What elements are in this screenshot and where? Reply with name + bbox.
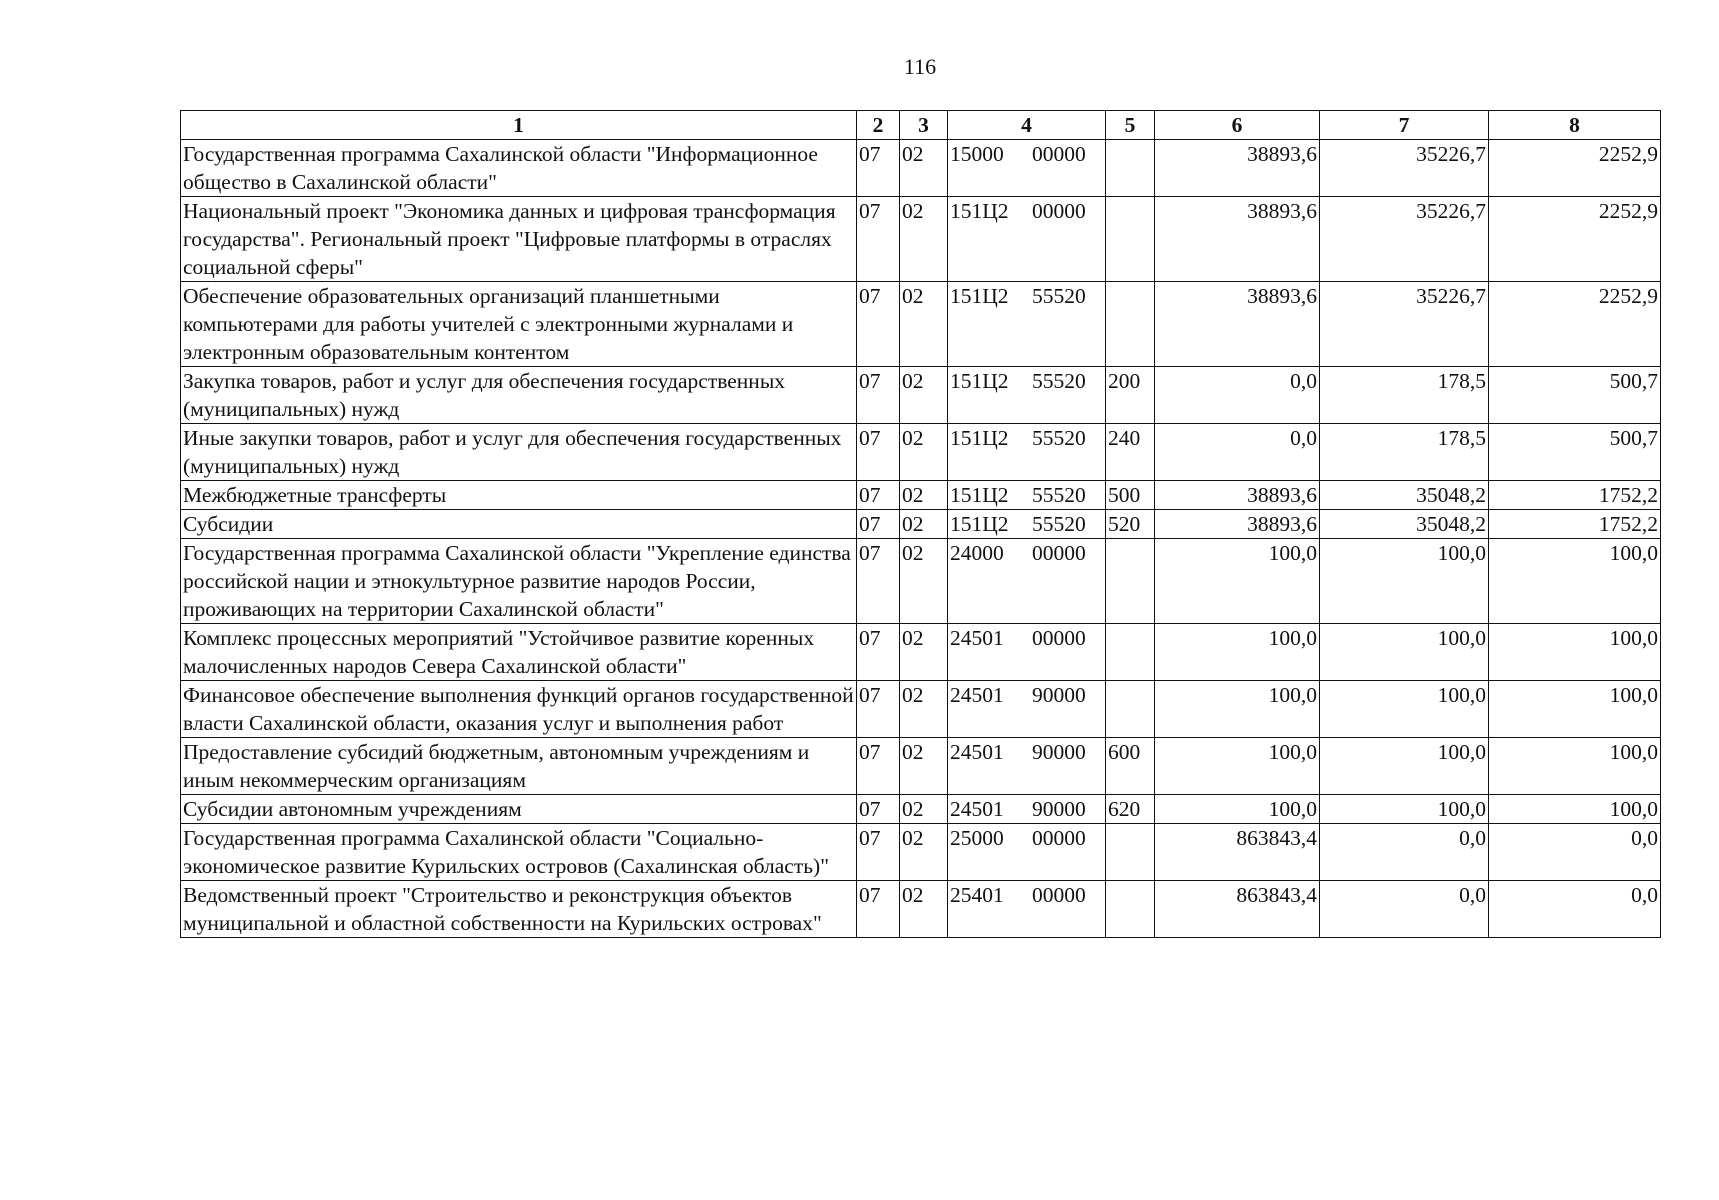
row-amount-col7: 100,0 bbox=[1320, 624, 1489, 681]
target-article-direction: 55520 bbox=[1032, 426, 1086, 450]
row-subsection-code: 02 bbox=[900, 481, 948, 510]
row-section-code: 07 bbox=[857, 140, 900, 197]
row-name: Комплекс процессных мероприятий "Устойчивое развитие коренных малочисленных народов Севера Сахалинской области" bbox=[181, 624, 857, 681]
row-expense-type bbox=[1106, 140, 1155, 197]
row-name: Субсидии автономным учреждениям bbox=[181, 795, 857, 824]
table-row bbox=[181, 738, 1661, 795]
table-row bbox=[181, 140, 1661, 197]
row-target-article bbox=[948, 881, 1106, 938]
target-article-direction: 55520 bbox=[1032, 512, 1086, 536]
row-target-article bbox=[948, 367, 1106, 424]
row-amount-col6: 38893,6 bbox=[1155, 481, 1320, 510]
row-amount-col6: 100,0 bbox=[1155, 795, 1320, 824]
row-target-article bbox=[948, 481, 1106, 510]
row-expense-type bbox=[1106, 681, 1155, 738]
row-target-article bbox=[948, 824, 1106, 881]
target-article-program: 25401 bbox=[950, 883, 1004, 907]
row-amount-col8: 100,0 bbox=[1489, 795, 1661, 824]
target-article-program: 151Ц2 bbox=[950, 199, 1009, 223]
target-article-direction: 90000 bbox=[1032, 683, 1086, 707]
target-article-direction: 00000 bbox=[1032, 826, 1086, 850]
target-article-program: 24000 bbox=[950, 541, 1004, 565]
row-amount-col8: 1752,2 bbox=[1489, 481, 1661, 510]
target-article-program: 151Ц2 bbox=[950, 284, 1009, 308]
table-row bbox=[181, 795, 1661, 824]
row-amount-col8: 2252,9 bbox=[1489, 140, 1661, 197]
row-amount-col6: 863843,4 bbox=[1155, 881, 1320, 938]
row-amount-col7: 100,0 bbox=[1320, 539, 1489, 624]
table-row bbox=[181, 282, 1661, 367]
target-article-program: 24501 bbox=[950, 626, 1004, 650]
row-name: Государственная программа Сахалинской области "Укрепление единства российской нации и этнокультурное развитие народов России, проживающих на территории Сахалинской области" bbox=[181, 539, 857, 624]
row-amount-col6: 0,0 bbox=[1155, 367, 1320, 424]
row-target-article bbox=[948, 424, 1106, 481]
row-name: Ведомственный проект "Строительство и реконструкция объектов муниципальной и областной собственности на Курильских островах" bbox=[181, 881, 857, 938]
row-subsection-code: 02 bbox=[900, 367, 948, 424]
row-target-article bbox=[948, 624, 1106, 681]
row-subsection-code: 02 bbox=[900, 424, 948, 481]
target-article-direction: 00000 bbox=[1032, 626, 1086, 650]
row-amount-col7: 35226,7 bbox=[1320, 140, 1489, 197]
target-article-direction: 00000 bbox=[1032, 883, 1086, 907]
table-row bbox=[181, 481, 1661, 510]
row-target-article bbox=[948, 197, 1106, 282]
row-section-code: 07 bbox=[857, 539, 900, 624]
header-col-8: 8 bbox=[1489, 111, 1661, 140]
row-target-article bbox=[948, 795, 1106, 824]
row-subsection-code: 02 bbox=[900, 624, 948, 681]
row-amount-col7: 100,0 bbox=[1320, 795, 1489, 824]
row-amount-col7: 35226,7 bbox=[1320, 197, 1489, 282]
row-name: Межбюджетные трансферты bbox=[181, 481, 857, 510]
row-amount-col8: 100,0 bbox=[1489, 681, 1661, 738]
row-section-code: 07 bbox=[857, 282, 900, 367]
header-col-2: 2 bbox=[857, 111, 900, 140]
row-amount-col7: 35048,2 bbox=[1320, 481, 1489, 510]
table-row bbox=[181, 624, 1661, 681]
target-article-program: 151Ц2 bbox=[950, 426, 1009, 450]
header-col-1: 1 bbox=[181, 111, 857, 140]
row-section-code: 07 bbox=[857, 795, 900, 824]
row-amount-col6: 100,0 bbox=[1155, 539, 1320, 624]
row-expense-type bbox=[1106, 282, 1155, 367]
row-amount-col7: 0,0 bbox=[1320, 824, 1489, 881]
row-expense-type bbox=[1106, 881, 1155, 938]
row-amount-col8: 1752,2 bbox=[1489, 510, 1661, 539]
row-target-article bbox=[948, 510, 1106, 539]
row-amount-col7: 0,0 bbox=[1320, 881, 1489, 938]
row-amount-col6: 100,0 bbox=[1155, 624, 1320, 681]
row-amount-col6: 38893,6 bbox=[1155, 282, 1320, 367]
row-amount-col6: 38893,6 bbox=[1155, 140, 1320, 197]
row-amount-col6: 100,0 bbox=[1155, 738, 1320, 795]
target-article-direction: 00000 bbox=[1032, 142, 1086, 166]
row-amount-col6: 0,0 bbox=[1155, 424, 1320, 481]
header-col-7: 7 bbox=[1320, 111, 1489, 140]
row-expense-type: 200 bbox=[1106, 367, 1155, 424]
target-article-program: 24501 bbox=[950, 797, 1004, 821]
header-col-4: 4 bbox=[948, 111, 1106, 140]
row-target-article bbox=[948, 539, 1106, 624]
row-target-article bbox=[948, 140, 1106, 197]
row-section-code: 07 bbox=[857, 197, 900, 282]
table-row bbox=[181, 510, 1661, 539]
row-subsection-code: 02 bbox=[900, 795, 948, 824]
row-expense-type bbox=[1106, 197, 1155, 282]
row-target-article bbox=[948, 738, 1106, 795]
row-expense-type: 600 bbox=[1106, 738, 1155, 795]
target-article-direction: 00000 bbox=[1032, 541, 1086, 565]
row-section-code: 07 bbox=[857, 681, 900, 738]
row-section-code: 07 bbox=[857, 481, 900, 510]
target-article-direction: 55520 bbox=[1032, 284, 1086, 308]
row-name: Иные закупки товаров, работ и услуг для обеспечения государственных (муниципальных) нужд bbox=[181, 424, 857, 481]
row-name: Предоставление субсидий бюджетным, автономным учреждениям и иным некоммерческим организациям bbox=[181, 738, 857, 795]
row-amount-col7: 178,5 bbox=[1320, 367, 1489, 424]
row-subsection-code: 02 bbox=[900, 510, 948, 539]
row-section-code: 07 bbox=[857, 424, 900, 481]
row-amount-col8: 500,7 bbox=[1489, 367, 1661, 424]
row-section-code: 07 bbox=[857, 824, 900, 881]
row-name: Закупка товаров, работ и услуг для обеспечения государственных (муниципальных) нужд bbox=[181, 367, 857, 424]
row-amount-col8: 2252,9 bbox=[1489, 282, 1661, 367]
target-article-direction: 90000 bbox=[1032, 797, 1086, 821]
table-row bbox=[181, 424, 1661, 481]
row-amount-col6: 38893,6 bbox=[1155, 197, 1320, 282]
row-expense-type: 620 bbox=[1106, 795, 1155, 824]
table-row bbox=[181, 824, 1661, 881]
row-name: Финансовое обеспечение выполнения функций органов государственной власти Сахалинской области, оказания услуг и выполнения работ bbox=[181, 681, 857, 738]
row-amount-col7: 100,0 bbox=[1320, 681, 1489, 738]
row-subsection-code: 02 bbox=[900, 881, 948, 938]
row-name: Обеспечение образовательных организаций планшетными компьютерами для работы учителей с электронными журналами и электронным образовательным контентом bbox=[181, 282, 857, 367]
table-row bbox=[181, 881, 1661, 938]
row-section-code: 07 bbox=[857, 367, 900, 424]
row-amount-col6: 100,0 bbox=[1155, 681, 1320, 738]
row-amount-col7: 35048,2 bbox=[1320, 510, 1489, 539]
row-amount-col8: 100,0 bbox=[1489, 738, 1661, 795]
target-article-direction: 55520 bbox=[1032, 369, 1086, 393]
row-subsection-code: 02 bbox=[900, 824, 948, 881]
row-expense-type bbox=[1106, 539, 1155, 624]
page-number: 116 bbox=[903, 54, 937, 79]
row-subsection-code: 02 bbox=[900, 197, 948, 282]
row-amount-col8: 0,0 bbox=[1489, 881, 1661, 938]
row-section-code: 07 bbox=[857, 738, 900, 795]
target-article-direction: 00000 bbox=[1032, 199, 1086, 223]
table-row bbox=[181, 539, 1661, 624]
row-expense-type: 520 bbox=[1106, 510, 1155, 539]
table-row bbox=[181, 681, 1661, 738]
row-subsection-code: 02 bbox=[900, 282, 948, 367]
row-name: Субсидии bbox=[181, 510, 857, 539]
target-article-program: 24501 bbox=[950, 683, 1004, 707]
row-target-article bbox=[948, 681, 1106, 738]
header-col-3: 3 bbox=[900, 111, 948, 140]
row-amount-col7: 100,0 bbox=[1320, 738, 1489, 795]
row-expense-type: 500 bbox=[1106, 481, 1155, 510]
row-amount-col7: 35226,7 bbox=[1320, 282, 1489, 367]
target-article-program: 25000 bbox=[950, 826, 1004, 850]
row-subsection-code: 02 bbox=[900, 738, 948, 795]
budget-table bbox=[180, 110, 1661, 938]
row-subsection-code: 02 bbox=[900, 140, 948, 197]
row-subsection-code: 02 bbox=[900, 539, 948, 624]
table-row bbox=[181, 197, 1661, 282]
target-article-program: 151Ц2 bbox=[950, 483, 1009, 507]
table-row bbox=[181, 367, 1661, 424]
row-amount-col6: 863843,4 bbox=[1155, 824, 1320, 881]
target-article-program: 151Ц2 bbox=[950, 512, 1009, 536]
header-col-6: 6 bbox=[1155, 111, 1320, 140]
row-amount-col8: 100,0 bbox=[1489, 624, 1661, 681]
row-amount-col8: 500,7 bbox=[1489, 424, 1661, 481]
row-name: Национальный проект "Экономика данных и цифровая трансформация государства". Региональный проект "Цифровые платформы в отраслях социальной сферы" bbox=[181, 197, 857, 282]
row-section-code: 07 bbox=[857, 510, 900, 539]
row-subsection-code: 02 bbox=[900, 681, 948, 738]
row-amount-col8: 0,0 bbox=[1489, 824, 1661, 881]
row-name: Государственная программа Сахалинской области "Социально-экономическое развитие Курильских островов (Сахалинская область)" bbox=[181, 824, 857, 881]
row-section-code: 07 bbox=[857, 624, 900, 681]
row-amount-col6: 38893,6 bbox=[1155, 510, 1320, 539]
header-row bbox=[181, 111, 1661, 140]
row-expense-type bbox=[1106, 624, 1155, 681]
target-article-direction: 55520 bbox=[1032, 483, 1086, 507]
row-amount-col8: 100,0 bbox=[1489, 539, 1661, 624]
target-article-program: 15000 bbox=[950, 142, 1004, 166]
row-target-article bbox=[948, 282, 1106, 367]
target-article-program: 24501 bbox=[950, 740, 1004, 764]
target-article-direction: 90000 bbox=[1032, 740, 1086, 764]
row-amount-col7: 178,5 bbox=[1320, 424, 1489, 481]
row-section-code: 07 bbox=[857, 881, 900, 938]
row-expense-type bbox=[1106, 824, 1155, 881]
row-amount-col8: 2252,9 bbox=[1489, 197, 1661, 282]
header-col-5: 5 bbox=[1106, 111, 1155, 140]
row-expense-type: 240 bbox=[1106, 424, 1155, 481]
target-article-program: 151Ц2 bbox=[950, 369, 1009, 393]
row-name: Государственная программа Сахалинской области "Информационное общество в Сахалинской области" bbox=[181, 140, 857, 197]
